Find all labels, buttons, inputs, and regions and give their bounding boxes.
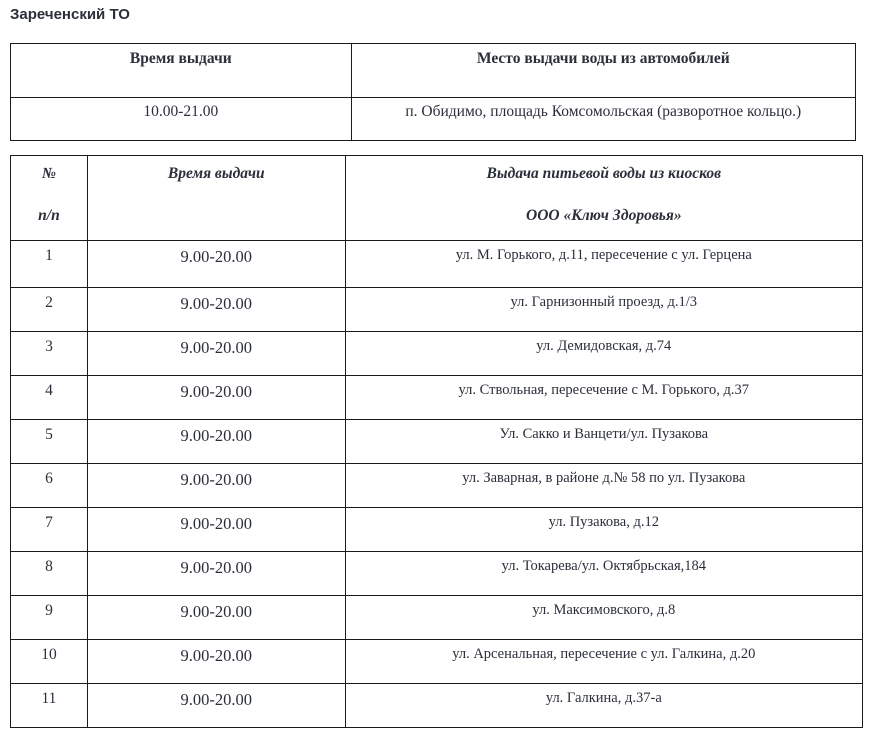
cell-time: 9.00-20.00 bbox=[87, 552, 345, 596]
cell-address: ул. Арсенальная, пересечение с ул. Галкина, д.20 bbox=[345, 640, 862, 684]
table-row bbox=[11, 552, 863, 596]
cell-address: ул. Демидовская, д.74 bbox=[345, 332, 862, 376]
cell-address: ул. Пузакова, д.12 bbox=[345, 508, 862, 552]
cell-time: 9.00-20.00 bbox=[87, 508, 345, 552]
cell-number: 10 bbox=[11, 640, 88, 684]
cell-number: 2 bbox=[11, 288, 88, 332]
table-row bbox=[11, 464, 863, 508]
cell-number: 9 bbox=[11, 596, 88, 640]
table-row bbox=[11, 684, 863, 728]
table-row bbox=[11, 640, 863, 684]
table-row bbox=[11, 332, 863, 376]
cell-address: ул. Ствольная, пересечение с М. Горького, д.37 bbox=[345, 376, 862, 420]
kiosk-rows bbox=[11, 241, 863, 728]
table-row bbox=[11, 376, 863, 420]
table-row bbox=[11, 420, 863, 464]
cell-number: 11 bbox=[11, 684, 88, 728]
cell-number: 6 bbox=[11, 464, 88, 508]
kiosk-water-table bbox=[10, 155, 863, 728]
vehicle-water-table bbox=[10, 43, 856, 141]
cell-time: 10.00-21.00 bbox=[11, 98, 352, 141]
cell-time: 9.00-20.00 bbox=[87, 596, 345, 640]
cell-number: 1 bbox=[11, 241, 88, 288]
table-row bbox=[11, 241, 863, 288]
cell-address: ул. Галкина, д.37-а bbox=[345, 684, 862, 728]
table-header-row bbox=[11, 44, 856, 98]
cell-time: 9.00-20.00 bbox=[87, 376, 345, 420]
header-time: Время выдачи bbox=[87, 156, 345, 241]
table-row bbox=[11, 508, 863, 552]
table-row bbox=[11, 596, 863, 640]
cell-time: 9.00-20.00 bbox=[87, 332, 345, 376]
header-number-line2: п/п bbox=[38, 207, 60, 224]
cell-address: ул. Заварная, в районе д.№ 58 по ул. Пузакова bbox=[345, 464, 862, 508]
cell-number: 3 bbox=[11, 332, 88, 376]
section-heading: Зареченский ТО bbox=[10, 6, 130, 23]
cell-address: ул. Максимовского, д.8 bbox=[345, 596, 862, 640]
header-place-line1: Выдача питьевой воды из киосков bbox=[486, 165, 722, 182]
cell-number: 4 bbox=[11, 376, 88, 420]
cell-number: 7 bbox=[11, 508, 88, 552]
header-place-line2: ООО «Ключ Здоровья» bbox=[526, 207, 682, 224]
table-header-row bbox=[11, 156, 863, 241]
cell-time: 9.00-20.00 bbox=[87, 640, 345, 684]
header-time: Время выдачи bbox=[11, 44, 352, 98]
header-place: Место выдачи воды из автомобилей bbox=[351, 44, 855, 98]
cell-address: Ул. Сакко и Ванцети/ул. Пузакова bbox=[345, 420, 862, 464]
table-row bbox=[11, 288, 863, 332]
cell-time: 9.00-20.00 bbox=[87, 241, 345, 288]
header-number-line1: № bbox=[41, 165, 57, 182]
cell-address: ул. Гарнизонный проезд, д.1/3 bbox=[345, 288, 862, 332]
cell-time: 9.00-20.00 bbox=[87, 684, 345, 728]
table-row bbox=[11, 98, 856, 141]
header-number bbox=[11, 156, 88, 241]
cell-address: ул. М. Горького, д.11, пересечение с ул. Герцена bbox=[345, 241, 862, 288]
cell-number: 5 bbox=[11, 420, 88, 464]
cell-place: п. Обидимо, площадь Комсомольская (разворотное кольцо.) bbox=[351, 98, 855, 141]
cell-time: 9.00-20.00 bbox=[87, 288, 345, 332]
cell-time: 9.00-20.00 bbox=[87, 464, 345, 508]
cell-number: 8 bbox=[11, 552, 88, 596]
cell-address: ул. Токарева/ул. Октябрьская,184 bbox=[345, 552, 862, 596]
cell-time: 9.00-20.00 bbox=[87, 420, 345, 464]
header-place bbox=[345, 156, 862, 241]
